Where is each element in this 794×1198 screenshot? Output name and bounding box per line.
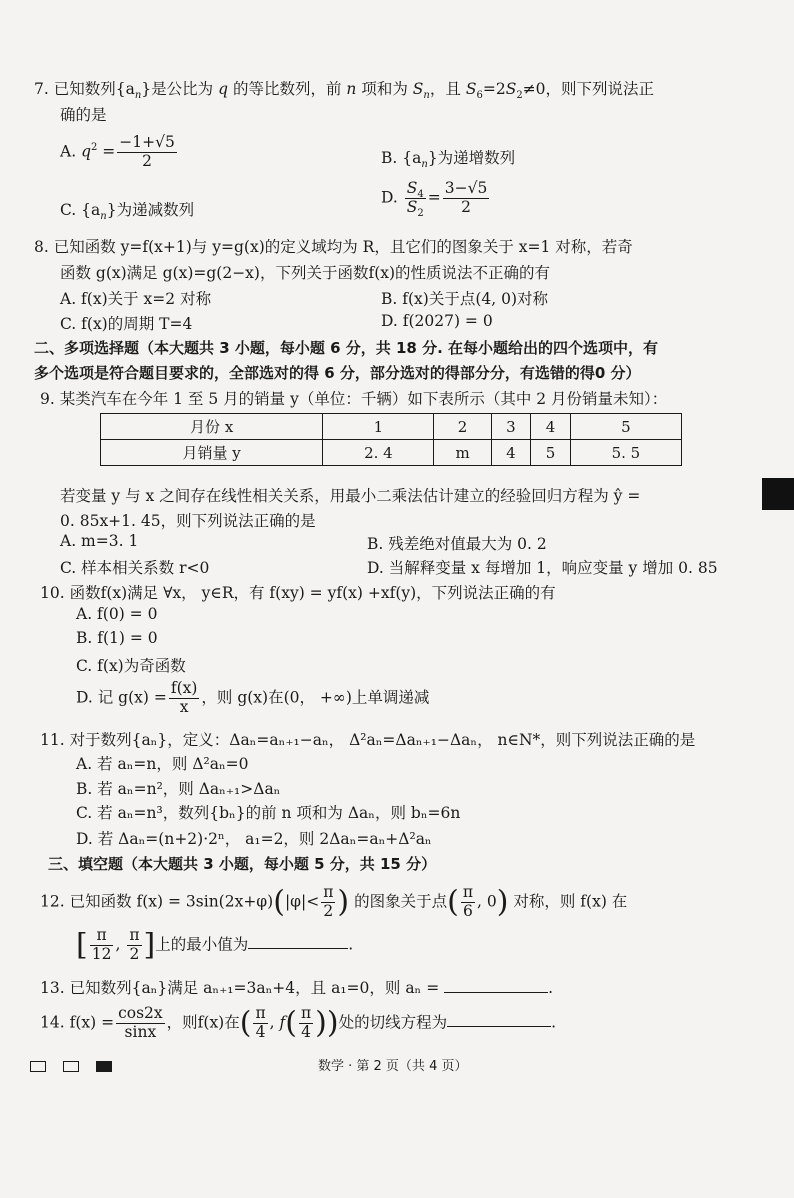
q7-line2: 确的是: [60, 106, 107, 124]
table-cell: 月份 x: [101, 414, 323, 440]
margin-marker: [762, 478, 794, 510]
footer-square-icon: [30, 1061, 46, 1072]
q8-line1: 8. 已知函数 y=f(x+1)与 y=g(x)的定义域均为 R，且它们的图象关于 x=1 对称，若奇: [34, 238, 633, 256]
q7-option-a: A. $q^2$ = $\frac{-1+√5}{2}$: [60, 133, 175, 170]
q11-stem: 11. 对于数列{aₙ}，定义：Δaₙ=aₙ₊₁−aₙ， Δ²aₙ=Δaₙ₊₁−Δaₙ， n∈N*，则下列说法正确的是: [40, 731, 696, 749]
page-footer: 数学 · 第 2 页（共 4 页）: [318, 1059, 468, 1074]
q8-line2: 函数 g(x)满足 g(x)=g(2−x)，下列关于函数f(x)的性质说法不正确的有: [60, 264, 551, 282]
footer-filled-square-icon: [96, 1061, 112, 1072]
q7-option-c: C. $\{a_n\}$为递减数列: [60, 201, 195, 223]
table-cell: 1: [323, 414, 434, 440]
table-cell: 3: [491, 414, 531, 440]
answer-blank[interactable]: [447, 1012, 551, 1027]
q12-line1: 12. 已知函数 f(x) = 3sin(2x+φ)(|φ|< $\frac{\pi}{2}$ ) 的图象关于点( $\frac{\pi}{6}$ , 0) 对称，则 f(x) 在: [40, 883, 628, 920]
table-cell: 2: [434, 414, 491, 440]
q7-option-b: B. $\{a_n\}$为递增数列: [381, 149, 516, 171]
table-cell: 月销量 y: [101, 440, 323, 466]
table-cell: 2. 4: [323, 440, 434, 466]
q12-line2: [ $\frac{\pi}{12}$ , $\frac{\pi}{2}$ ]上的最小值为 .: [76, 926, 354, 963]
answer-blank[interactable]: [444, 978, 548, 993]
q10-option-a: A. f(0) = 0: [76, 605, 158, 623]
table-cell: m: [434, 440, 491, 466]
q10-option-b: B. f(1) = 0: [76, 629, 158, 647]
table-cell: 4: [491, 440, 531, 466]
answer-blank[interactable]: [248, 934, 348, 949]
q7-option-d: D. $\frac{S_4}{S_2}$ = $\frac{3-√5}{2}$: [381, 179, 488, 219]
q8-option-d: D. f(2027) = 0: [381, 312, 493, 330]
q10-option-d: D. 记 g(x) = $\frac{f(x)}{x}$ ，则 g(x)在(0， +∞)上单调递减: [76, 679, 430, 716]
table-cell: 5: [570, 414, 681, 440]
q9-option-a: A. m=3. 1: [60, 532, 139, 550]
table-row: [101, 440, 682, 466]
table-cell: 5. 5: [570, 440, 681, 466]
q9-stem: 9. 某类汽车在今年 1 至 5 月的销量 y（单位：千辆）如下表所示（其中 2 月份销量未知）：: [40, 390, 668, 408]
q9-option-c: C. 样本相关系数 r<0: [60, 559, 210, 577]
table-cell: 4: [531, 414, 571, 440]
q11-option-a: A. 若 aₙ=n，则 Δ²aₙ=0: [76, 755, 249, 773]
q7-line1: 7. 已知数列$\{a_n\}$是公比为 q 的等比数列，前 n 项和为 $S_n$，且 $S_6=2S_2\ne 0$，则下列说法正: [34, 80, 655, 102]
q13-line: 13. 已知数列{aₙ}满足 aₙ₊₁=3aₙ+4，且 a₁=0，则 aₙ = .: [40, 979, 554, 997]
q10-stem: 10. 函数f(x)满足 ∀x， y∈R，有 f(xy) = yf(x) +xf(y)，下列说法正确的有: [40, 584, 556, 602]
q14-line: 14. f(x) = $\frac{\cos 2x}{\sin x}$ ，则f(x)在( $\frac{\pi}{4}$ , f( $\frac{\pi}{4}$ ))处的切线方程为 .: [40, 1004, 557, 1041]
section2-heading: 二、多项选择题（本大题共 3 小题，每小题 6 分，共 18 分. 在每小题给出的四个选项中，有: [34, 339, 659, 357]
q9-option-d: D. 当解释变量 x 每增加 1，响应变量 y 增加 0. 85: [367, 559, 718, 577]
q9-line3: 0. 85x+1. 45，则下列说法正确的是: [60, 512, 316, 530]
q11-option-c: C. 若 aₙ=n³，数列{bₙ}的前 n 项和为 Δaₙ，则 bₙ=6n: [76, 804, 461, 822]
q8-option-a: A. f(x)关于 x=2 对称: [60, 290, 212, 308]
q11-option-d: D. 若 Δaₙ=(n+2)·2ⁿ， a₁=2，则 2Δaₙ=aₙ+Δ²aₙ: [76, 830, 432, 848]
q9-option-b: B. 残差绝对值最大为 0. 2: [367, 535, 547, 553]
section3-heading: 三、填空题（本大题共 3 小题，每小题 5 分，共 15 分）: [48, 855, 437, 873]
q9-table: [100, 413, 682, 466]
q8-option-b: B. f(x)关于点(4, 0)对称: [381, 290, 548, 308]
footer-square-icon: [63, 1061, 79, 1072]
q8-option-c: C. f(x)的周期 T=4: [60, 315, 193, 333]
q11-option-b: B. 若 aₙ=n²，则 Δaₙ₊₁>Δaₙ: [76, 780, 281, 798]
q9-line2: 若变量 y 与 x 之间存在线性相关关系，用最小二乘法估计建立的经验回归方程为 ŷ =: [60, 487, 641, 505]
table-cell: 5: [531, 440, 571, 466]
table-row: [101, 414, 682, 440]
q10-option-c: C. f(x)为奇函数: [76, 657, 186, 675]
section2-heading-line2: 多个选项是符合题目要求的，全部选对的得 6 分，部分选对的得部分分，有选错的得0 分）: [34, 364, 641, 382]
